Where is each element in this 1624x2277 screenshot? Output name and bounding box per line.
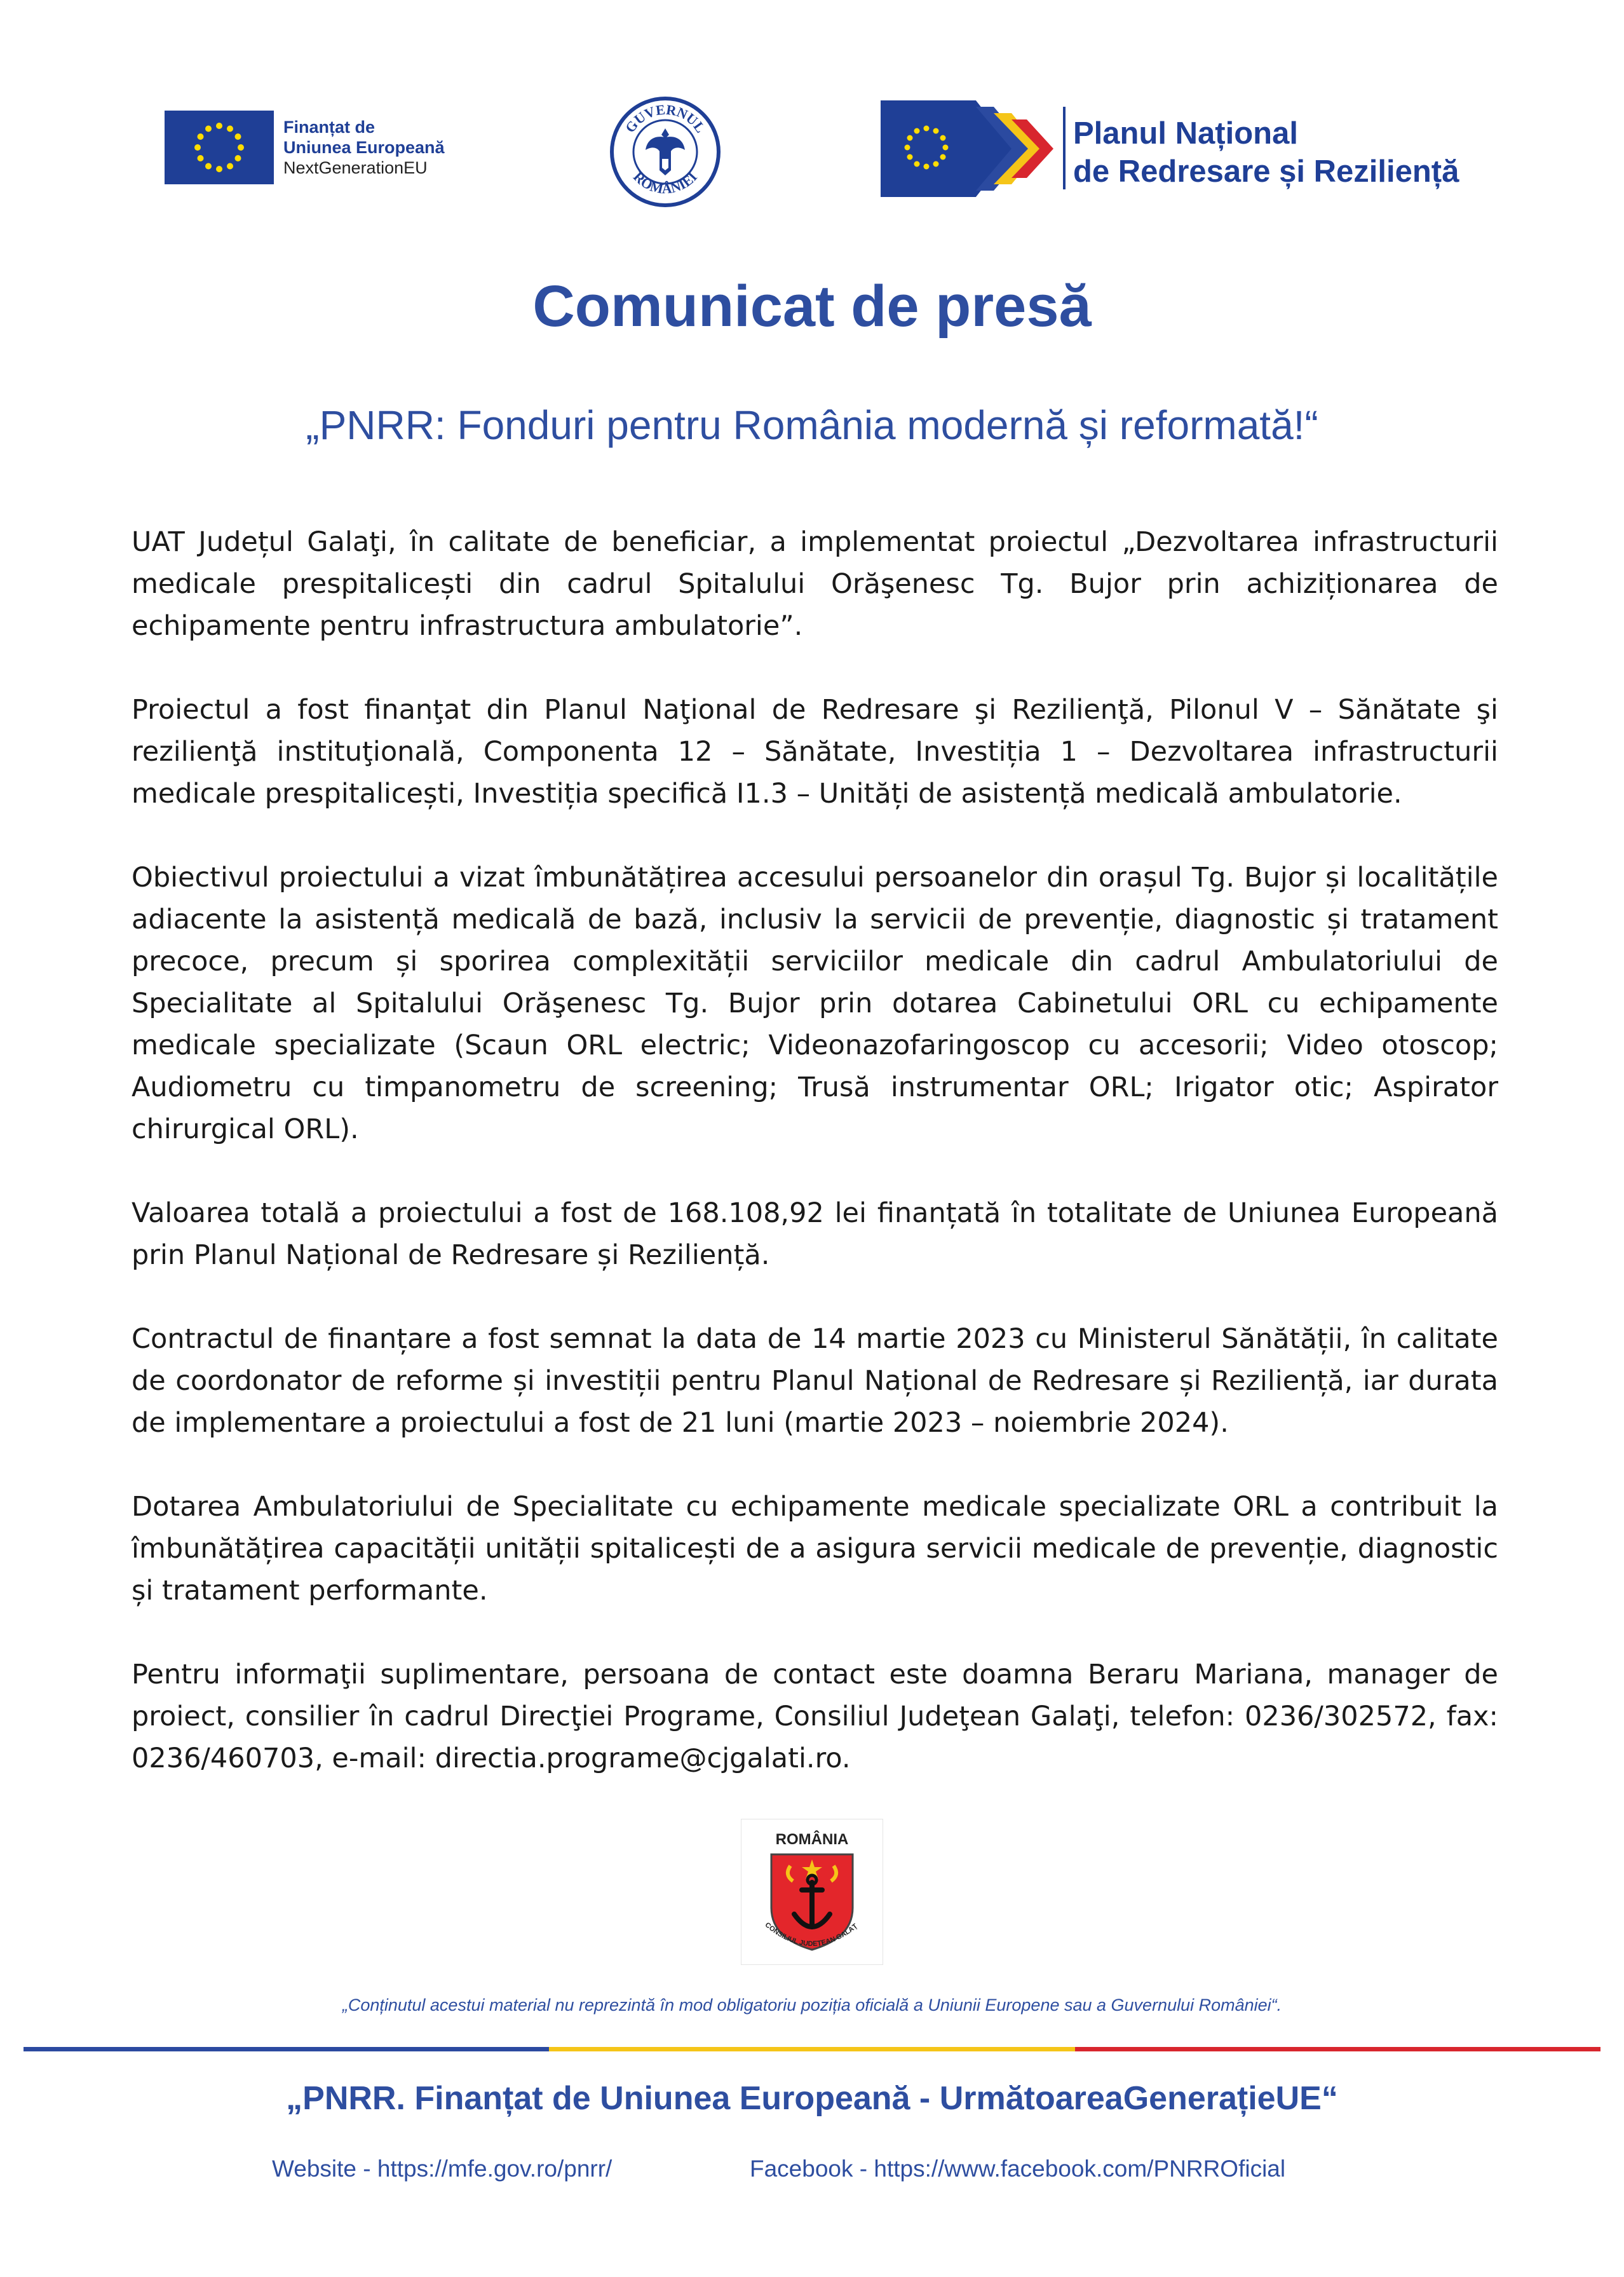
disclaimer-text: „Conținutul acestui material nu reprezintă în mod obligatoriu poziția oficială a Uniunii Europene sau a Guvernului României“. <box>342 1995 1282 2015</box>
paragraph-project: UAT Județul Galaţi, în calitate de beneficiar, a implementat proiectul „Dezvoltarea infrastructurii medicale prespitalicești din cadrul Spitalului Orăşenesc Tg. Bujor prin achiziționarea de echipamente pentru infrastructura ambulatorie”. <box>132 526 1498 642</box>
page-subtitle: „PNRR: Fonduri pentru România modernă și reformată!“ <box>306 402 1318 448</box>
pnrr-text <box>1073 114 1459 191</box>
pnrr-flag-icon <box>881 100 1053 197</box>
paragraph-contact: Pentru informaţii suplimentare, persoana de contact este doamna Beraru Mariana, manager de proiect, consilier în cadrul Direcţiei Programe, Consiliul Judeţean Galaţi, telefon: 0236/302572, fax: 0236/460703, e-mail: directia.programe@cjgalati.ro. <box>132 1659 1498 1774</box>
gov-seal-bottom-text: ROMÂNIEI <box>630 168 700 197</box>
eu-funding-logo <box>165 111 470 187</box>
tricolor-divider <box>24 2047 1600 2051</box>
county-coat-of-arms-icon <box>741 1819 883 1965</box>
paragraph-result: Dotarea Ambulatoriului de Specialitate cu echipamente medicale specializate ORL a contribuit la îmbunătățirea capacității unității spitalicești de a asigura servicii medicale de prevenție, diagnostic și tratament performante. <box>132 1491 1498 1607</box>
gov-seal-top-text: GUVERNUL <box>621 101 709 136</box>
eu-funding-line2: Uniunea Europeană <box>283 138 445 157</box>
paragraph-contract: Contractul de finanțare a fost semnat la data de 14 martie 2023 cu Ministerul Sănătății, în calitate de coordonator de reforme și investiții pentru Planul Național de Redresare și Reziliență, iar durata de implementare a proiectului a fost de 21 luni (martie 2023 – noiembrie 2024). <box>132 1323 1498 1439</box>
page-title: Comunicat de presă <box>532 274 1092 339</box>
pnrr-line2: de Redresare și Reziliență <box>1073 154 1459 189</box>
tricolor-blue <box>24 2047 549 2051</box>
paragraph-value: Valoarea totală a proiectului a fost de 168.108,92 lei finanțată în totalitate de Uniunea Europeană prin Planul Național de Redresare și Reziliență. <box>132 1197 1498 1271</box>
arms-bottom-text: CONSILIUL JUDEȚEAN GALAȚ <box>763 1920 859 1948</box>
pnrr-line1: Planul Național <box>1073 116 1298 151</box>
arms-top-text: ROMÂNIA <box>775 1831 849 1848</box>
eu-flag-icon <box>165 111 274 184</box>
eu-funding-line3: NextGenerationEU <box>283 158 428 177</box>
tricolor-yellow <box>549 2047 1075 2051</box>
paragraph-objective: Obiectivul proiectului a vizat îmbunătățirea accesului persoanelor din orașul Tg. Bujor și localitățile adiacente la asistență medicală de bază, inclusiv la servicii de prevenție, diagnostic și tratament precoce, precum și sporirea complexității serviciilor medicale din cadrul Ambulatoriului de Specialitate al Spitalului Orăşenesc Tg. Bujor prin dotarea Cabinetului ORL cu echipamente medicale specializate (Scaun ORL electric; Videonazofaringoscop cu accesorii; Video otoscop; Audiometru cu timpanometru de screening; Trusă instrumentar ORL; Irigator otic; Aspirator chirurgical ORL). <box>132 862 1498 1145</box>
eu-funding-text <box>283 117 445 178</box>
footer-slogan: „PNRR. Finanțat de Uniunea Europeană - UrmătoareaGenerațieUE“ <box>286 2080 1338 2117</box>
tricolor-red <box>1075 2047 1600 2051</box>
pnrr-divider <box>1063 107 1066 189</box>
press-release-body <box>132 521 1498 1821</box>
pnrr-logo <box>881 100 1465 202</box>
paragraph-financing: Proiectul a fost finanţat din Planul Naţional de Redresare şi Rezilienţă, Pilonul V – Sănătate şi rezilienţă instituţională, Componenta 12 – Sănătate, Investiția 1 – Dezvoltarea infrastructurii medicale prespitalicești, Investiția specifică I1.3 – Unități de asistență medicală ambulatorie. <box>132 694 1498 810</box>
footer-website-link[interactable]: Website - https://mfe.gov.ro/pnrr/ <box>272 2156 612 2182</box>
eu-funding-line1: Finanțat de <box>283 118 376 137</box>
government-seal-icon <box>609 95 722 208</box>
footer-facebook-link[interactable]: Facebook - https://www.facebook.com/PNRROficial <box>750 2156 1286 2182</box>
